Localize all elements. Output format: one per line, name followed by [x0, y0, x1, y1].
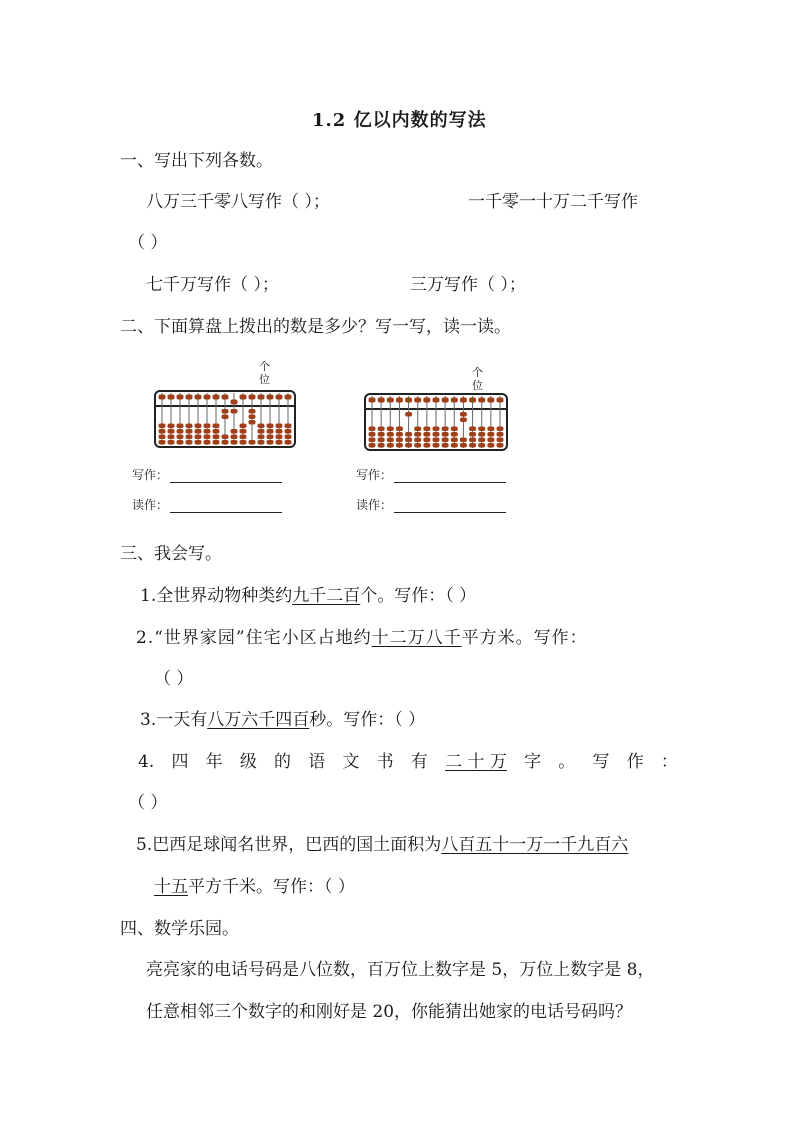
- s4-para-1: 亮亮家的电话号码是八位数，百万位上数字是 5，万位上数字是 8，: [146, 960, 655, 980]
- abacus-bead: [387, 443, 394, 448]
- abacus-bead: [487, 427, 494, 432]
- abacus-bead: [267, 395, 274, 400]
- abacus-bead: [423, 427, 430, 432]
- abacus-bead: [195, 435, 202, 440]
- abacus-bead: [451, 443, 458, 448]
- abacus-2-write: [356, 466, 506, 483]
- abacus-bead: [497, 432, 504, 437]
- abacus-bead: [378, 398, 385, 403]
- read-label-2: 读作：: [356, 498, 393, 512]
- abacus-bead: [267, 435, 274, 440]
- abacus-bead: [478, 443, 485, 448]
- abacus-bead: [276, 440, 283, 445]
- abacus-bead: [442, 427, 449, 432]
- abacus-2-label-wei: 位: [472, 379, 483, 392]
- q4-char: 。: [558, 752, 576, 772]
- abacus-bead: [387, 427, 394, 432]
- abacus-bead: [159, 440, 166, 445]
- abacus-bead: [249, 420, 256, 425]
- abacus-bead: [195, 429, 202, 434]
- abacus-bead: [378, 443, 385, 448]
- s3-q4: [138, 751, 678, 773]
- abacus-bead: [213, 440, 220, 445]
- q1-underlined: 九千二百: [292, 586, 361, 606]
- abacus-bead: [186, 435, 193, 440]
- abacus-bead: [177, 435, 184, 440]
- s3-q5-cont: [154, 876, 355, 898]
- abacus-bead: [378, 427, 385, 432]
- abacus-bead: [460, 412, 467, 417]
- abacus-bead: [168, 435, 175, 440]
- abacus-bead: [433, 443, 440, 448]
- abacus-bead: [186, 440, 193, 445]
- abacus-bead: [423, 398, 430, 403]
- q4-char: 年: [205, 752, 223, 772]
- abacus-bead: [451, 398, 458, 403]
- abacus-bead: [231, 400, 238, 405]
- abacus-bead: [249, 395, 256, 400]
- abacus-bead: [249, 440, 256, 445]
- abacus-1-label-wei: 位: [259, 373, 270, 386]
- abacus-bead: [222, 435, 229, 440]
- s4-para-2: 任意相邻三个数字的和刚好是 20，你能猜出她家的电话号码吗？: [146, 1002, 633, 1022]
- abacus-bead: [195, 395, 202, 400]
- abacus-bead: [240, 435, 247, 440]
- abacus-bead: [378, 432, 385, 437]
- abacus-bead: [240, 395, 247, 400]
- abacus-bead: [177, 424, 184, 429]
- write-label-1: 写作：: [132, 468, 169, 482]
- abacus-bead: [222, 409, 229, 414]
- abacus-bead: [267, 440, 274, 445]
- abacus-bead: [487, 438, 494, 443]
- abacus-bead: [222, 415, 229, 420]
- abacus-bead: [186, 395, 193, 400]
- abacus-bead: [168, 440, 175, 445]
- q4-char: 有: [410, 752, 428, 772]
- q4-char: ：: [660, 752, 678, 772]
- abacus-bead: [369, 432, 376, 437]
- abacus-bead: [396, 432, 403, 437]
- abacus-bead: [231, 435, 238, 440]
- abacus-bead: [442, 438, 449, 443]
- abacus-bead: [387, 432, 394, 437]
- abacus-bead: [497, 398, 504, 403]
- section-3-heading: 三、我会写。: [120, 544, 222, 564]
- abacus-bead: [396, 427, 403, 432]
- abacus-bead: [451, 432, 458, 437]
- section-2-heading: 二、下面算盘上拨出的数是多少？写一写，读一读。: [120, 317, 511, 337]
- abacus-bead: [267, 424, 274, 429]
- abacus-bead: [414, 438, 421, 443]
- abacus-bead: [487, 398, 494, 403]
- q1-post: 个。写作：（ ）: [360, 586, 477, 606]
- abacus-bead: [423, 443, 430, 448]
- abacus-bead: [460, 443, 467, 448]
- abacus-bead: [396, 443, 403, 448]
- abacus-bead: [478, 432, 485, 437]
- abacus-bead: [396, 438, 403, 443]
- abacus-bead: [369, 398, 376, 403]
- abacus-bead: [487, 443, 494, 448]
- abacus-bead: [478, 398, 485, 403]
- s1-item-2-paren: （ ）: [128, 233, 168, 253]
- abacus-bead: [405, 438, 412, 443]
- abacus-bead: [423, 432, 430, 437]
- abacus-bead: [231, 429, 238, 434]
- q4-char: 4.: [138, 752, 155, 772]
- abacus-bead: [222, 395, 229, 400]
- abacus-bead: [378, 438, 385, 443]
- abacus-bead: [369, 443, 376, 448]
- abacus-2-label-ge: 个: [472, 366, 483, 379]
- s3-q2: [136, 627, 676, 649]
- s3-q2-paren: （ ）: [154, 669, 194, 689]
- abacus-bead: [204, 424, 211, 429]
- q4-char: 语: [308, 752, 326, 772]
- s3-q3: [140, 709, 425, 731]
- q1-pre: 1.全世界动物种类约: [140, 586, 293, 606]
- s1-item-2: 一千零一十万二千写作: [468, 192, 638, 212]
- abacus-bead: [240, 440, 247, 445]
- read-blank-2[interactable]: [394, 498, 506, 513]
- abacus-bead: [405, 432, 412, 437]
- abacus-2-read: [356, 496, 506, 513]
- abacus-bead: [204, 395, 211, 400]
- abacus-bead: [478, 427, 485, 432]
- s1-item-1: 八万三千零八写作（ ）；: [146, 192, 330, 212]
- abacus-bead: [369, 427, 376, 432]
- abacus-2-label: [472, 366, 483, 392]
- abacus-bead: [231, 409, 238, 414]
- abacus-bead: [159, 435, 166, 440]
- abacus-bead: [433, 398, 440, 403]
- abacus-bead: [442, 443, 449, 448]
- s3-q1: [140, 585, 476, 607]
- abacus-1-read: [132, 496, 282, 513]
- abacus-bead: [460, 418, 467, 423]
- page-title: 1.2 亿以内数的写法: [312, 110, 487, 131]
- q3-post: 秒。写作：（ ）: [309, 710, 426, 730]
- q2-underlined: 十二万八千: [371, 628, 462, 648]
- abacus-bead: [258, 395, 265, 400]
- abacus-bead: [240, 424, 247, 429]
- abacus-bead: [423, 438, 430, 443]
- q5-post: 平方千米。写作：（ ）: [188, 877, 355, 897]
- abacus-bead: [177, 395, 184, 400]
- read-label-1: 读作：: [132, 498, 169, 512]
- abacus-bead: [240, 429, 247, 434]
- q4-underlined: 二 十 万: [445, 752, 507, 772]
- abacus-bead: [460, 438, 467, 443]
- section-4-heading: 四、数学乐园。: [120, 919, 239, 939]
- s3-q5: [136, 834, 628, 856]
- abacus-bead: [469, 427, 476, 432]
- abacus-bead: [433, 432, 440, 437]
- abacus-bead: [249, 415, 256, 420]
- read-blank-1[interactable]: [170, 498, 282, 513]
- abacus-bead: [258, 440, 265, 445]
- abacus-bead: [204, 429, 211, 434]
- abacus-bead: [469, 398, 476, 403]
- abacus-bead: [460, 398, 467, 403]
- abacus-1-write: [132, 466, 282, 483]
- abacus-bead: [285, 395, 292, 400]
- abacus-bead: [285, 429, 292, 434]
- abacus-bead: [195, 424, 202, 429]
- abacus-bead: [442, 398, 449, 403]
- abacus-bead: [213, 429, 220, 434]
- abacus-bead: [405, 398, 412, 403]
- abacus-bead: [159, 395, 166, 400]
- abacus-bead: [168, 395, 175, 400]
- abacus-bead: [276, 395, 283, 400]
- abacus-bead: [414, 432, 421, 437]
- abacus-bead: [222, 440, 229, 445]
- q4-char: 级: [239, 752, 257, 772]
- abacus-bead: [195, 440, 202, 445]
- abacus-bead: [168, 424, 175, 429]
- q4-char: 的: [274, 752, 292, 772]
- abacus-bead: [204, 440, 211, 445]
- abacus-bead: [276, 435, 283, 440]
- write-blank-1[interactable]: [170, 468, 282, 483]
- abacus-bead: [231, 440, 238, 445]
- abacus-bead: [387, 438, 394, 443]
- abacus-bead: [258, 435, 265, 440]
- abacus-bead: [249, 409, 256, 414]
- abacus-bead: [414, 443, 421, 448]
- q3-underlined: 八万六千四百: [207, 710, 310, 730]
- q2-post: 平方米。写作：: [461, 628, 588, 648]
- abacus-bead: [204, 435, 211, 440]
- abacus-1: [154, 390, 296, 448]
- s3-q4-paren: （ ）: [128, 793, 168, 813]
- abacus-bead: [177, 440, 184, 445]
- abacus-bead: [497, 443, 504, 448]
- q4-char: 四: [171, 752, 189, 772]
- q4-char: 写: [592, 752, 610, 772]
- q4-char: 字: [524, 752, 542, 772]
- abacus-bead: [276, 429, 283, 434]
- write-label-2: 写作：: [356, 468, 393, 482]
- abacus-1-label: [259, 360, 270, 386]
- abacus-bead: [469, 438, 476, 443]
- abacus-bead: [451, 427, 458, 432]
- q4-char: 作: [626, 752, 644, 772]
- abacus-bead: [369, 438, 376, 443]
- abacus-bead: [433, 438, 440, 443]
- q4-char: 书: [376, 752, 394, 772]
- abacus-bead: [285, 440, 292, 445]
- q4-char: 文: [342, 752, 360, 772]
- abacus-bead: [396, 398, 403, 403]
- abacus-bead: [258, 424, 265, 429]
- abacus-2: [364, 393, 508, 451]
- abacus-bead: [414, 427, 421, 432]
- section-1-heading: 一、写出下列各数。: [120, 151, 273, 171]
- abacus-bead: [267, 429, 274, 434]
- abacus-bead: [177, 429, 184, 434]
- abacus-bead: [405, 443, 412, 448]
- abacus-bead: [258, 429, 265, 434]
- abacus-bead: [285, 435, 292, 440]
- abacus-bead: [186, 424, 193, 429]
- q5-underlined-1: 八百五十一万一千九百六: [441, 835, 629, 855]
- abacus-bead: [213, 424, 220, 429]
- q3-pre: 3.一天有: [140, 710, 208, 730]
- abacus-bead: [213, 435, 220, 440]
- abacus-bead: [276, 424, 283, 429]
- abacus-bead: [285, 424, 292, 429]
- abacus-bead: [433, 427, 440, 432]
- abacus-bead: [478, 438, 485, 443]
- s1-item-3: 七千万写作（ ）；: [146, 275, 279, 295]
- q5-pre: 5.巴西足球闻名世界，巴西的国土面积为: [136, 835, 442, 855]
- s1-item-4: 三万写作（ ）；: [410, 275, 526, 295]
- abacus-bead: [159, 429, 166, 434]
- abacus-bead: [497, 427, 504, 432]
- abacus-bead: [469, 443, 476, 448]
- write-blank-2[interactable]: [394, 468, 506, 483]
- abacus-1-label-ge: 个: [259, 360, 270, 373]
- q2-pre: 2.“世界家园”住宅小区占地约: [136, 628, 372, 648]
- abacus-bead: [414, 398, 421, 403]
- q5-underlined-2: 十五: [154, 877, 188, 897]
- abacus-bead: [487, 432, 494, 437]
- abacus-bead: [387, 398, 394, 403]
- abacus-bead: [159, 424, 166, 429]
- abacus-bead: [186, 429, 193, 434]
- abacus-bead: [497, 438, 504, 443]
- abacus-bead: [405, 412, 412, 417]
- abacus-bead: [168, 429, 175, 434]
- abacus-bead: [451, 438, 458, 443]
- abacus-bead: [469, 432, 476, 437]
- abacus-bead: [213, 395, 220, 400]
- abacus-bead: [442, 432, 449, 437]
